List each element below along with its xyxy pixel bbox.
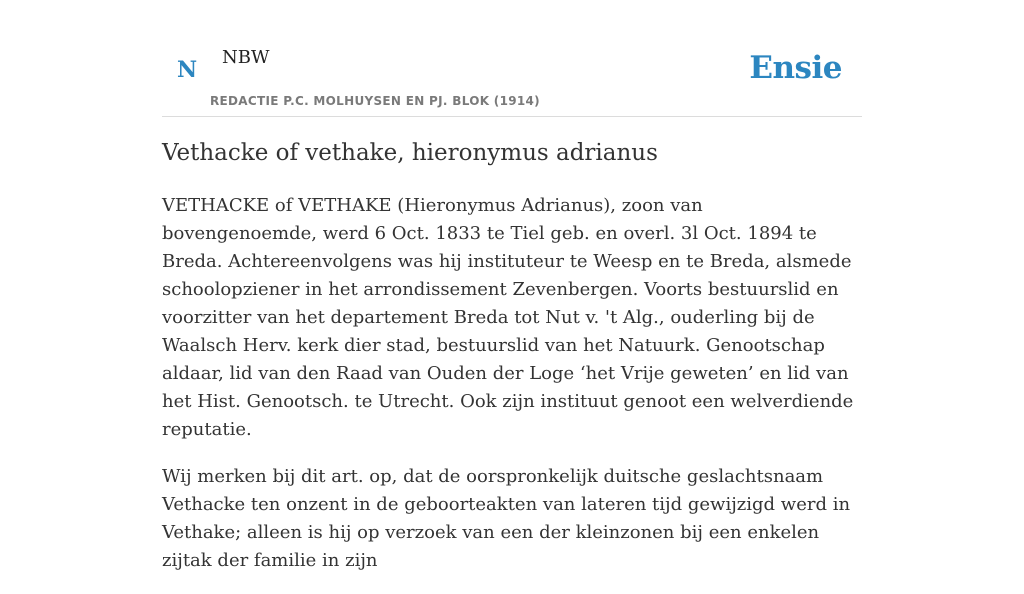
- page-title: Vethacke of vethake, hieronymus adrianus: [162, 140, 658, 166]
- article-paragraph: VETHACKE of VETHAKE (Hieronymus Adrianus), zoon van bovengenoemde, werd 6 Oct. 1833 te Tiel geb. en overl. 3l Oct. 1894 te Breda. Achtereenvolgens was hij instituteur te Weesp en te Breda, alsmede schoolopziener in het arrondissement Zevenbergen. Voorts bestuurslid en voorzitter van het departement Breda tot Nut v. 't Alg., ouderling bij de Waalsch Herv. kerk dier stad, bestuurslid van het Natuurk. Genootschap aldaar, lid van den Raad van Ouden der Loge ‘het Vrije geweten’ en lid van het Hist. Genootsch. te Utrecht. Ook zijn instituut genoot een welverdiende reputatie.: [162, 195, 854, 440]
- article-body: [162, 192, 862, 594]
- source-subtitle: REDACTIE P.C. MOLHUYSEN EN PJ. BLOK (1914): [210, 94, 540, 108]
- article-paragraph: Wij merken bij dit art. op, dat de oorspronkelijk duitsche geslachtsnaam Vethacke ten onzent in de geboorteakten van lateren tijd gewijzigd werd in Vethake; alleen is hij op verzoek van een der kleinzonen bij een enkelen zijtak der familie in zijn: [162, 466, 851, 571]
- page: [162, 0, 862, 571]
- source-logo[interactable]: N: [177, 57, 198, 83]
- brand-logo[interactable]: Ensie: [749, 50, 842, 86]
- header: [162, 0, 862, 117]
- source-name-link[interactable]: NBW: [222, 47, 270, 68]
